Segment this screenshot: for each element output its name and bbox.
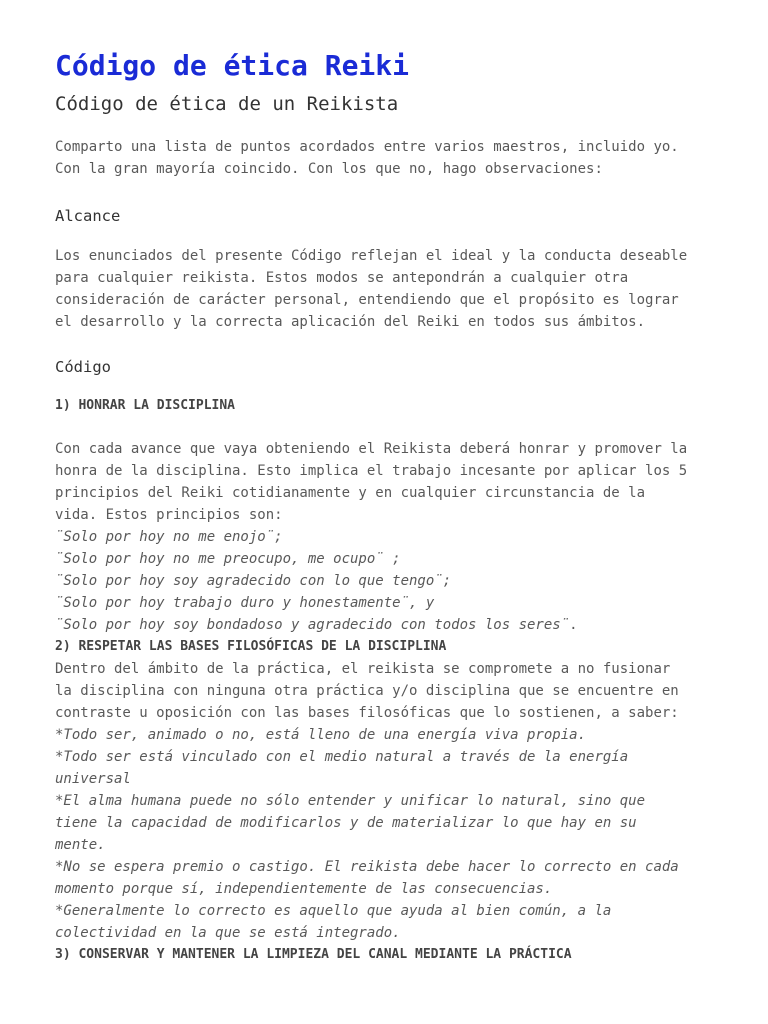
principle-item: ¨Solo por hoy no me preocupo, me ocupo¨ ;: [55, 551, 401, 567]
base-item: *El alma humana puede no sólo entender y unificar lo natural, sino que tiene la capacidad de modificarlos y de materializar lo que hay en su mente.: [55, 793, 646, 853]
item-heading-1: 1) HONRAR LA DISCIPLINA: [55, 398, 236, 413]
principle-item: ¨Solo por hoy no me enojo¨;: [55, 529, 283, 545]
document-subtitle: Código de ética de un Reikista: [55, 93, 399, 115]
base-item: *Todo ser, animado o no, está lleno de una energía viva propia.: [55, 727, 587, 743]
item-2-paragraph: Dentro del ámbito de la práctica, el reikista se compromete a no fusionar la disciplina con ninguna otra práctica y/o disciplina que se encuentre en contraste u oposición con las bases filosóficas que lo sostienen, a saber:: [55, 661, 679, 721]
base-item: *Generalmente lo correcto es aquello que ayuda al bien común, a la colectividad en la que se está integrado.: [55, 903, 612, 941]
alcance-paragraph: Los enunciados del presente Código reflejan el ideal y la conducta deseable para cualquier reikista. Estos modos se antepondrán a cualquier otra consideración de carácter personal, entendiendo que el propósito es lograr el desarrollo y la correcta aplicación del Reiki en todos sus ámbitos.: [55, 248, 688, 330]
principle-item-last-tail: .: [569, 617, 578, 633]
document-title: Código de ética Reiki: [55, 49, 410, 82]
principle-item: ¨Solo por hoy soy agradecido con lo que tengo¨;: [55, 573, 452, 589]
principle-item-last-text: ¨Solo por hoy soy bondadoso y agradecido con todos los seres¨: [55, 617, 570, 633]
section-heading-alcance: Alcance: [55, 207, 121, 225]
principle-item-last: [55, 614, 715, 636]
section-heading-codigo: Código: [55, 358, 111, 376]
item-heading-2: 2) RESPETAR LAS BASES FILOSÓFICAS DE LA DISCIPLINA: [55, 639, 447, 654]
principle-item: ¨Solo por hoy trabajo duro y honestamente¨, y: [55, 595, 435, 611]
bases-list: [55, 724, 715, 944]
base-item: *No se espera premio o castigo. El reikista debe hacer lo correcto en cada momento porque sí, independientemente de las consecuencias.: [55, 859, 679, 897]
intro-paragraph: Comparto una lista de puntos acordados entre varios maestros, incluido yo. Con la gran mayoría coincido. Con los que no, hago observaciones:: [55, 139, 679, 177]
item-1-paragraph: Con cada avance que vaya obteniendo el Reikista deberá honrar y promover la honra de la disciplina. Esto implica el trabajo incesante por aplicar los 5 principios del Reiki cotidianamente y en cualquier circunstancia de la vida. Estos principios son:: [55, 441, 688, 523]
item-heading-3: 3) CONSERVAR Y MANTENER LA LIMPIEZA DEL CANAL MEDIANTE LA PRÁCTICA: [55, 947, 572, 962]
principles-list: [55, 526, 715, 614]
base-item: *Todo ser está vinculado con el medio natural a través de la energía universal: [55, 749, 629, 787]
